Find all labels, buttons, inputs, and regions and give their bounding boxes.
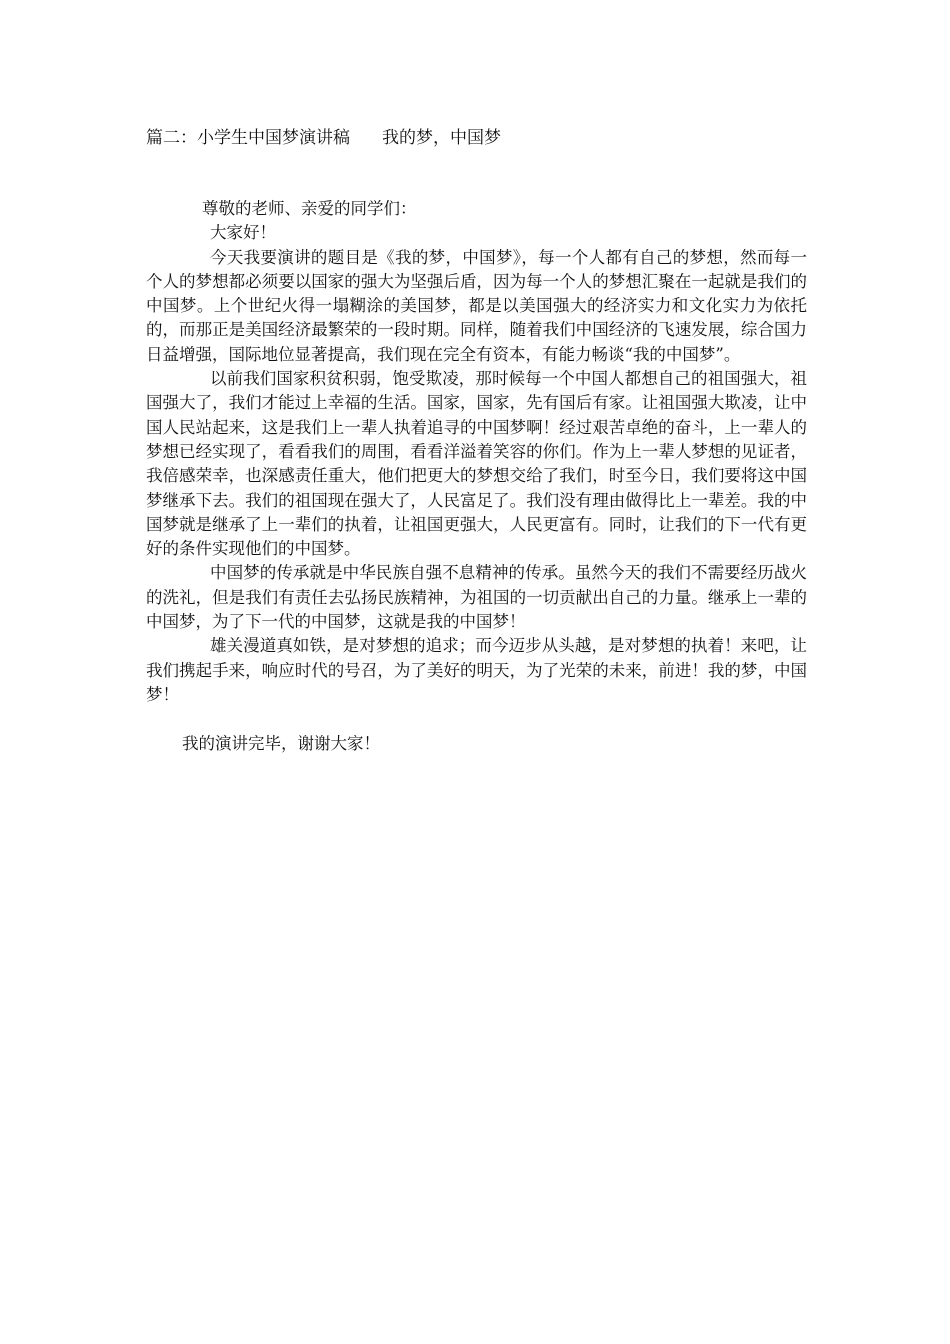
document-title <box>146 126 501 150</box>
greeting: 大家好！ <box>210 223 276 243</box>
paragraph: 今天我要演讲的题目是《我的梦，中国梦》，每一个人都有自己的梦想，然而每一个人的梦想都必须要以国家的强大为坚强后盾，因为每一个人的梦想汇聚在一起就是我们的中国梦。上个世纪火得一塌糊涂的美国梦，都是以美国强大的经济实力和文化实力为依托的，而那正是美国经济最繁荣的一段时期。同样，随着我们中国经济的飞速发展，综合国力日益增强，国际地位显著提高，我们现在完全有资本，有能力畅谈“我的中国梦”。 <box>146 247 807 364</box>
title-section-label: 篇二：小学生中国梦演讲稿 <box>146 128 350 148</box>
salutation: 尊敬的老师、亲爱的同学们： <box>202 199 417 218</box>
closing-line: 我的演讲完毕，谢谢大家！ <box>182 734 380 754</box>
paragraph: 雄关漫道真如铁，是对梦想的追求；而今迈步从头越，是对梦想的执着！来吧，让我们携起手来，响应时代的号召，为了美好的明天，为了光荣的未来，前进！我的梦，中国梦！ <box>146 636 807 704</box>
paragraph: 中国梦的传承就是中华民族自强不息精神的传承。虽然今天的我们不需要经历战火的洗礼，但是我们有责任去弘扬民族精神，为祖国的一切贡献出自己的力量。继承上一辈的中国梦，为了下一代的中国梦，这就是我的中国梦！ <box>146 563 807 632</box>
paragraph: 以前我们国家积贫积弱，饱受欺凌，那时候每一个中国人都想自己的祖国强大，祖国强大了，我们才能过上幸福的生活。国家，国家，先有国后有家。让祖国强大欺凌，让中国人民站起来，这是我们上一辈人执着追寻的中国梦啊！经过艰苦卓绝的奋斗，上一辈人的梦想已经实现了，看看我们的周围，看看洋溢着笑容的你们。作为上一辈人梦想的见证者，我倍感荣幸，也深感责任重大，他们把更大的梦想交给了我们，时至今日，我们要将这中国梦继承下去。我们的祖国现在强大了，人民富足了。我们没有理由做得比上一辈差。我的中国梦就是继承了上一辈们的执着，让祖国更强大，人民更富有。同时，让我们的下一代有更好的条件实现他们的中国梦。 <box>146 369 807 559</box>
speech-body <box>146 197 807 757</box>
title-speech-name: 我的梦，中国梦 <box>382 128 501 148</box>
